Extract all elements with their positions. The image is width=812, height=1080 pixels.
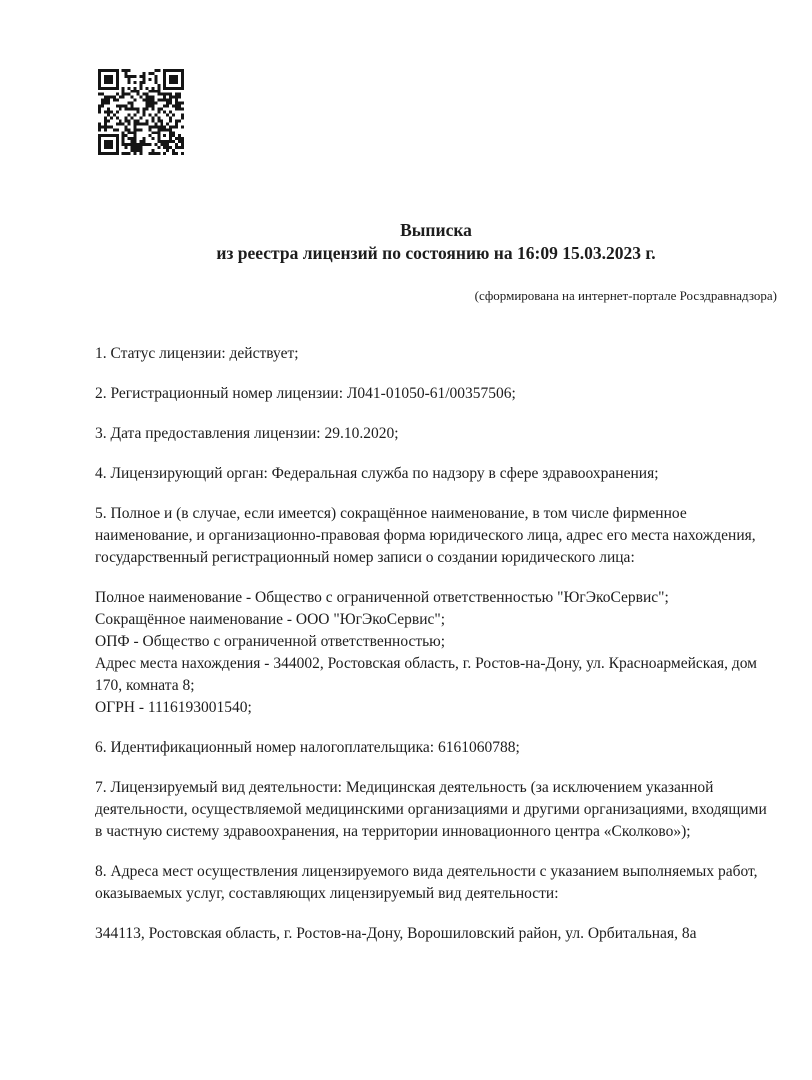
org-legal-form: ОПФ - Общество с ограниченной ответственностью; <box>95 633 446 650</box>
org-address: Адрес места нахождения - 344002, Ростовская область, г. Ростов-на-Дону, ул. Красноармейская, дом 170, комната 8; <box>95 655 757 694</box>
paragraph-licensing-authority: 4. Лицензирующий орган: Федеральная служба по надзору в сфере здравоохранения; <box>95 465 659 482</box>
org-short-name: Сокращённое наименование - ООО "ЮгЭкоСервис"; <box>95 611 446 628</box>
paragraph-registration-number: 2. Регистрационный номер лицензии: Л041-01050-61/00357506; <box>95 385 516 402</box>
document-title-line1: Выписка <box>400 220 472 240</box>
activity-address: 344113, Ростовская область, г. Ростов-на-Дону, Ворошиловский район, ул. Орбитальная, 8а <box>95 925 697 942</box>
paragraph-license-date: 3. Дата предоставления лицензии: 29.10.2020; <box>95 425 399 442</box>
paragraph-org-names-intro: 5. Полное и (в случае, если имеется) сокращённое наименование, в том числе фирменное наименование, и организационно-правовая форма юридического лица, адрес его места нахождения, государственный регистрационный номер записи о создании юридического лица: <box>95 505 756 566</box>
document-body <box>95 343 777 945</box>
org-ogrn: ОГРН - 1116193001540; <box>95 699 252 716</box>
document-title <box>95 219 777 265</box>
paragraph-licensed-activity: 7. Лицензируемый вид деятельности: Медицинская деятельность (за исключением указанной деятельности, осуществляемой медицинскими организациями и другими организациями, входящими в частную систему здравоохранения, на территории инновационного центра «Сколково»); <box>95 779 767 840</box>
document-subtitle: (сформирована на интернет-портале Росздравнадзора) <box>474 288 777 303</box>
paragraph-activity-addresses-intro: 8. Адреса мест осуществления лицензируемого вида деятельности с указанием выполняемых работ, оказываемых услуг, составляющих лицензируемый вид деятельности: <box>95 863 758 902</box>
paragraph-license-status: 1. Статус лицензии: действует; <box>95 345 299 362</box>
org-details-block <box>95 587 777 719</box>
paragraph-taxpayer-number: 6. Идентификационный номер налогоплательщика: 6161060788; <box>95 739 520 756</box>
document-content <box>95 219 777 945</box>
qr-code-icon <box>98 69 184 155</box>
document-title-line2: из реестра лицензий по состоянию на 16:09 15.03.2023 г. <box>216 243 656 263</box>
org-full-name: Полное наименование - Общество с ограниченной ответственностью "ЮгЭкоСервис"; <box>95 589 669 606</box>
